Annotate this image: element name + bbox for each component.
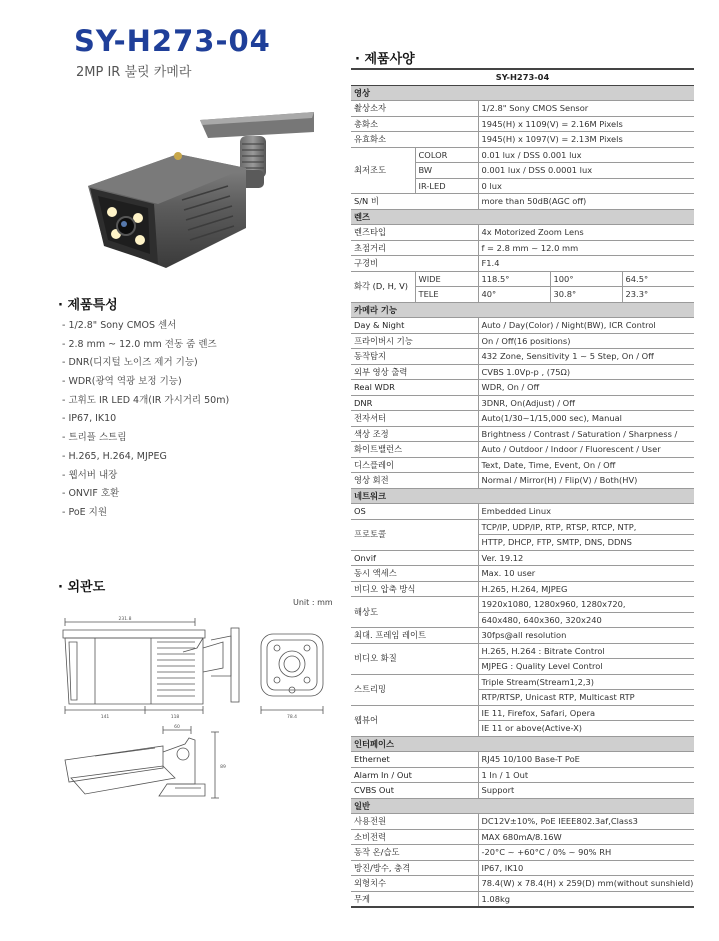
spec-label: 화이트밸런스 xyxy=(351,442,478,458)
spec-row xyxy=(351,814,694,830)
spec-label: 구경비 xyxy=(351,256,478,272)
spec-row xyxy=(351,349,694,365)
spec-row xyxy=(351,519,694,535)
spec-value: MJPEG : Quality Level Control xyxy=(478,659,694,675)
spec-row xyxy=(351,225,694,241)
spec-row xyxy=(351,457,694,473)
spec-label: 스트리밍 xyxy=(351,674,478,705)
spec-label: 외부 영상 출력 xyxy=(351,364,478,380)
spec-label: 동작 온/습도 xyxy=(351,845,478,861)
spec-label: Onvif xyxy=(351,550,478,566)
spec-label: 색상 조정 xyxy=(351,426,478,442)
spec-value: DC12V±10%, PoE IEEE802.3af,Class3 xyxy=(478,814,694,830)
feature-item: - 2.8 mm ~ 12.0 mm 전동 줌 렌즈 xyxy=(62,338,217,350)
spec-row xyxy=(351,550,694,566)
spec-value: Auto / Outdoor / Indoor / Fluorescent / User xyxy=(478,442,694,458)
spec-label: S/N 비 xyxy=(351,194,478,210)
spec-label: Ethernet xyxy=(351,752,478,768)
feature-item: - H.265, H.264, MJPEG xyxy=(62,450,167,462)
spec-section-title: 렌즈 xyxy=(351,209,694,225)
dim-label: 141 xyxy=(100,715,110,720)
spec-row xyxy=(351,380,694,396)
spec-label: 렌즈타입 xyxy=(351,225,478,241)
dimension-drawing xyxy=(55,612,340,832)
spec-value: Embedded Linux xyxy=(478,504,694,520)
spec-value: 0 lux xyxy=(478,178,694,194)
spec-row xyxy=(351,891,694,907)
spec-label: 디스플레이 xyxy=(351,457,478,473)
dim-label: 60 xyxy=(174,725,180,730)
spec-value: f = 2.8 mm ~ 12.0 mm xyxy=(478,240,694,256)
spec-value: IP67, IK10 xyxy=(478,860,694,876)
spec-row xyxy=(351,628,694,644)
spec-label: 해상도 xyxy=(351,597,478,628)
spec-value: 30.8° xyxy=(550,287,622,303)
spec-value: IE 11 or above(Active-X) xyxy=(478,721,694,737)
spec-value: 1.08kg xyxy=(478,891,694,907)
spec-value: TCP/IP, UDP/IP, RTP, RTSP, RTCP, NTP, xyxy=(478,519,694,535)
spec-value: 78.4(W) x 78.4(H) x 259(D) mm(without sunshield) xyxy=(478,876,694,892)
spec-label: Day & Night xyxy=(351,318,478,334)
spec-row xyxy=(351,845,694,861)
spec-row xyxy=(351,132,694,148)
spec-value: Support xyxy=(478,783,694,799)
spec-value: 4x Motorized Zoom Lens xyxy=(478,225,694,241)
spec-row xyxy=(351,271,694,287)
spec-row xyxy=(351,566,694,582)
spec-row xyxy=(351,860,694,876)
spec-value: 1945(H) x 1097(V) = 2.13M Pixels xyxy=(478,132,694,148)
spec-sublabel: BW xyxy=(415,163,478,179)
spec-label: 최대. 프레임 레이트 xyxy=(351,628,478,644)
feature-item: - DNR(디지털 노이즈 제거 기능) xyxy=(62,357,198,369)
spec-label: 초점거리 xyxy=(351,240,478,256)
spec-value: IE 11, Firefox, Safari, Opera xyxy=(478,705,694,721)
spec-value: 64.5° xyxy=(622,271,694,287)
spec-row xyxy=(351,442,694,458)
feature-item: - ONVIF 호환 xyxy=(62,488,120,500)
spec-label: 총화소 xyxy=(351,116,478,132)
dimensions-heading: · 외관도 xyxy=(58,580,106,595)
spec-model: SY-H273-04 xyxy=(351,69,694,85)
spec-row xyxy=(351,752,694,768)
spec-label: 최저조도 xyxy=(351,147,415,194)
spec-row xyxy=(351,783,694,799)
features-list xyxy=(62,317,229,523)
spec-label: 프라이버시 기능 xyxy=(351,333,478,349)
spec-value: 1 In / 1 Out xyxy=(478,767,694,783)
spec-value: 0.01 lux / DSS 0.001 lux xyxy=(478,147,694,163)
features-heading: · 제품특성 xyxy=(58,298,118,313)
spec-section-row xyxy=(351,736,694,752)
spec-label: 무게 xyxy=(351,891,478,907)
spec-row xyxy=(351,581,694,597)
spec-label: 사용전원 xyxy=(351,814,478,830)
dim-label: 89 xyxy=(220,765,226,770)
dim-label: 78.4 xyxy=(286,715,298,720)
spec-row xyxy=(351,597,694,613)
feature-item: - 웹서버 내장 xyxy=(62,469,118,481)
spec-value: 432 Zone, Sensitivity 1 ~ 5 Step, On / Off xyxy=(478,349,694,365)
spec-row xyxy=(351,674,694,690)
spec-value: -20°C ~ +60°C / 0% ~ 90% RH xyxy=(478,845,694,861)
spec-value: Normal / Mirror(H) / Flip(V) / Both(HV) xyxy=(478,473,694,489)
spec-section-row xyxy=(351,85,694,101)
spec-sublabel: TELE xyxy=(415,287,478,303)
spec-row xyxy=(351,767,694,783)
spec-value: H.265, H.264 : Bitrate Control xyxy=(478,643,694,659)
spec-value: F1.4 xyxy=(478,256,694,272)
spec-value: RTP/RTSP, Unicast RTP, Multicast RTP xyxy=(478,690,694,706)
spec-value: 118.5° xyxy=(478,271,550,287)
spec-row xyxy=(351,318,694,334)
spec-value: HTTP, DHCP, FTP, SMTP, DNS, DDNS xyxy=(478,535,694,551)
feature-item: - 1/2.8" Sony CMOS 센서 xyxy=(62,320,177,331)
spec-section-row xyxy=(351,209,694,225)
spec-label: 웹뷰어 xyxy=(351,705,478,736)
spec-label: OS xyxy=(351,504,478,520)
spec-label: 전자셔터 xyxy=(351,411,478,427)
spec-sublabel: WIDE xyxy=(415,271,478,287)
spec-value: CVBS 1.0Vp-p , (75Ω) xyxy=(478,364,694,380)
spec-section-title: 일반 xyxy=(351,798,694,814)
spec-row xyxy=(351,147,694,163)
spec-sublabel: COLOR xyxy=(415,147,478,163)
spec-value: 23.3° xyxy=(622,287,694,303)
spec-value: Ver. 19.12 xyxy=(478,550,694,566)
spec-row xyxy=(351,240,694,256)
spec-value: 640x480, 640x360, 320x240 xyxy=(478,612,694,628)
spec-value: RJ45 10/100 Base-T PoE xyxy=(478,752,694,768)
spec-label: 방진/방수, 충격 xyxy=(351,860,478,876)
spec-value: 100° xyxy=(550,271,622,287)
spec-value: WDR, On / Off xyxy=(478,380,694,396)
spec-value: 30fps@all resolution xyxy=(478,628,694,644)
model-subtitle: 2MP IR 불릿 카메라 xyxy=(76,65,192,80)
feature-item: - IP67, IK10 xyxy=(62,413,117,425)
spec-value: Brightness / Contrast / Saturation / Sharpness / xyxy=(478,426,694,442)
spec-label: 촬상소자 xyxy=(351,101,478,117)
spec-label: 동작탐지 xyxy=(351,349,478,365)
spec-label: CVBS Out xyxy=(351,783,478,799)
spec-value: MAX 680mA/8.16W xyxy=(478,829,694,845)
feature-item: - WDR(광역 역광 보정 기능) xyxy=(62,376,182,388)
spec-label: 외형치수 xyxy=(351,876,478,892)
spec-row xyxy=(351,411,694,427)
spec-value: Text, Date, Time, Event, On / Off xyxy=(478,457,694,473)
spec-model-row xyxy=(351,69,694,85)
spec-label: Alarm In / Out xyxy=(351,767,478,783)
spec-table-body xyxy=(351,69,694,907)
spec-value: Auto / Day(Color) / Night(BW), ICR Control xyxy=(478,318,694,334)
unit-label: Unit : mm xyxy=(293,598,333,607)
spec-value: more than 50dB(AGC off) xyxy=(478,194,694,210)
spec-row xyxy=(351,829,694,845)
spec-value: 1945(H) x 1109(V) = 2.16M Pixels xyxy=(478,116,694,132)
feature-item: - 트리플 스트림 xyxy=(62,432,127,444)
spec-value: 0.001 lux / DSS 0.0001 lux xyxy=(478,163,694,179)
spec-label: 동시 액세스 xyxy=(351,566,478,582)
spec-value: 40° xyxy=(478,287,550,303)
spec-section-row xyxy=(351,488,694,504)
spec-section-title: 네트워크 xyxy=(351,488,694,504)
spec-row xyxy=(351,426,694,442)
spec-label: 소비전력 xyxy=(351,829,478,845)
spec-value: H.265, H.264, MJPEG xyxy=(478,581,694,597)
spec-row xyxy=(351,395,694,411)
spec-section-title: 영상 xyxy=(351,85,694,101)
spec-label: Real WDR xyxy=(351,380,478,396)
camera-product-photo xyxy=(78,108,318,293)
spec-value: Max. 10 user xyxy=(478,566,694,582)
feature-item: - PoE 지원 xyxy=(62,506,108,518)
feature-item: - 고휘도 IR LED 4개(IR 가시거리 50m) xyxy=(62,394,230,406)
spec-section-title: 카메라 기능 xyxy=(351,302,694,318)
spec-section-row xyxy=(351,302,694,318)
spec-value: Triple Stream(Stream1,2,3) xyxy=(478,674,694,690)
spec-value: On / Off(16 positions) xyxy=(478,333,694,349)
spec-row xyxy=(351,473,694,489)
spec-table xyxy=(351,68,694,908)
spec-label: 유효화소 xyxy=(351,132,478,148)
dim-label: 231.8 xyxy=(118,617,132,622)
spec-label: 영상 회전 xyxy=(351,473,478,489)
spec-row xyxy=(351,116,694,132)
spec-row xyxy=(351,364,694,380)
dim-label: 118 xyxy=(170,715,180,720)
spec-row xyxy=(351,876,694,892)
spec-value: 1/2.8" Sony CMOS Sensor xyxy=(478,101,694,117)
spec-row xyxy=(351,333,694,349)
spec-heading: · 제품사양 xyxy=(355,52,415,67)
spec-row xyxy=(351,256,694,272)
spec-label: 프로토콜 xyxy=(351,519,478,550)
spec-label: 화각 (D, H, V) xyxy=(351,271,415,302)
spec-section-row xyxy=(351,798,694,814)
spec-label: 비디오 압축 방식 xyxy=(351,581,478,597)
spec-sublabel: IR-LED xyxy=(415,178,478,194)
spec-row xyxy=(351,504,694,520)
spec-row xyxy=(351,194,694,210)
model-title: SY-H273-04 xyxy=(74,24,271,58)
spec-section-title: 인터페이스 xyxy=(351,736,694,752)
spec-value: Auto(1/30~1/15,000 sec), Manual xyxy=(478,411,694,427)
spec-row xyxy=(351,101,694,117)
spec-value: 3DNR, On(Adjust) / Off xyxy=(478,395,694,411)
spec-label: 비디오 화질 xyxy=(351,643,478,674)
spec-row xyxy=(351,643,694,659)
spec-row xyxy=(351,705,694,721)
spec-label: DNR xyxy=(351,395,478,411)
spec-value: 1920x1080, 1280x960, 1280x720, xyxy=(478,597,694,613)
